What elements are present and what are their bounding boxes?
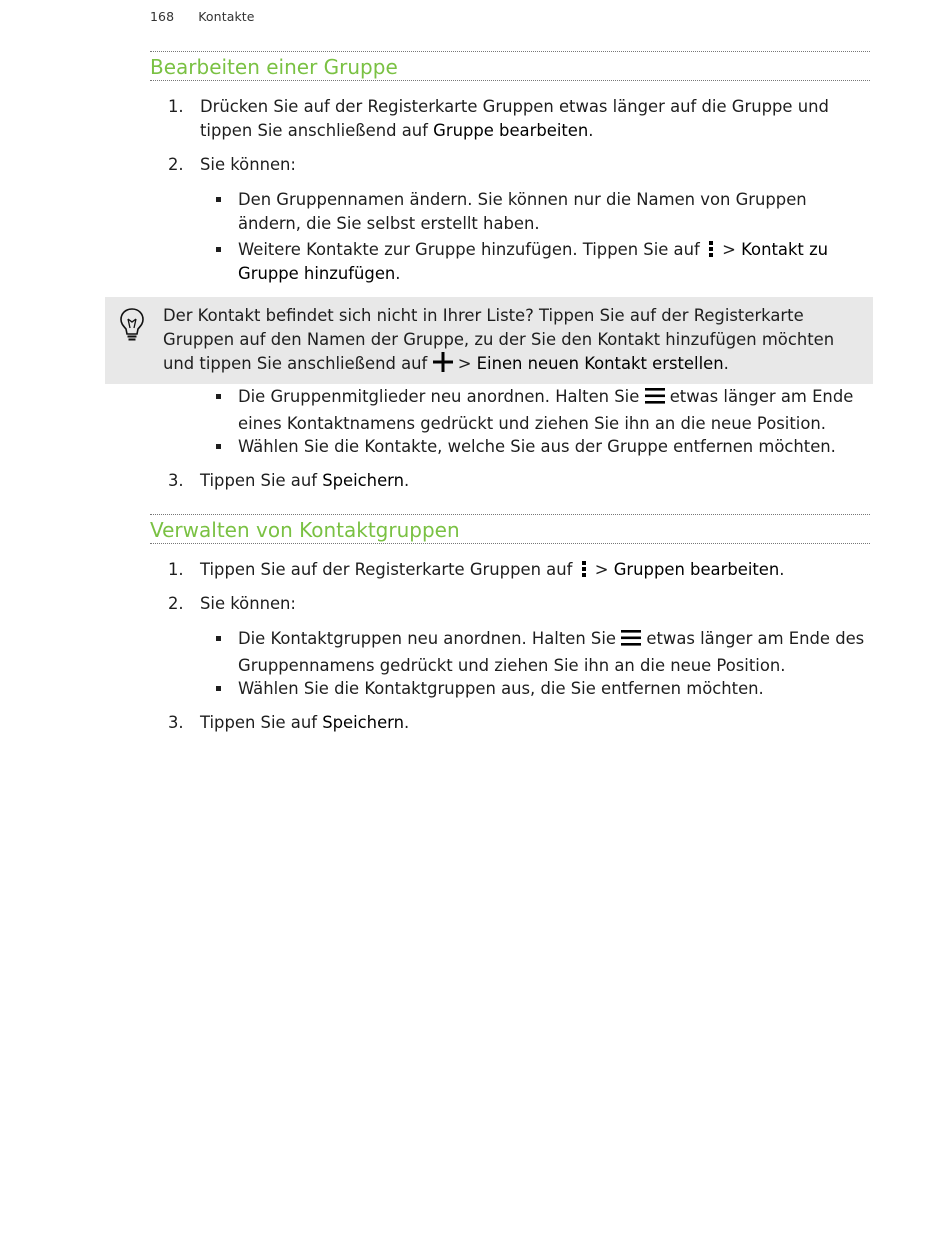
page-header <box>150 9 255 24</box>
page-number: 168 <box>150 9 175 24</box>
bold-term: Kontakt zu Gruppe hinzufügen <box>238 240 829 283</box>
step-number: 2. <box>168 155 184 174</box>
bullet-text: Die Gruppenmitglieder neu anordnen. Halten Sie etwas länger am Ende eines Kontaktnamens gedrückt und ziehen Sie ihn an die neue Position. <box>238 387 854 433</box>
bullet-text: Die Kontaktgruppen neu anordnen. Halten Sie etwas länger am Ende des Gruppennamens gedrückt und ziehen Sie ihn an die neue Position. <box>238 629 865 675</box>
bold-term: Gruppen bearbeiten <box>613 560 780 579</box>
bullet-marker <box>216 247 221 252</box>
bullet-text: Wählen Sie die Kontakte, welche Sie aus der Gruppe entfernen möchten. <box>238 437 836 456</box>
tip-box <box>105 297 873 384</box>
step-number: 1. <box>168 97 184 116</box>
step-number: 3. <box>168 713 184 732</box>
bold-term: Einen neuen Kontakt erstellen <box>476 354 724 373</box>
step-text: Tippen Sie auf der Registerkarte Gruppen auf > Gruppen bearbeiten. <box>200 560 785 579</box>
step-text: Drücken Sie auf der Registerkarte Gruppen etwas länger auf die Gruppe und tippen Sie anschließend auf Gruppe bearbeiten. <box>200 97 829 140</box>
bullet-marker <box>216 197 221 202</box>
drag-handle-icon <box>645 387 665 412</box>
bold-term: Gruppe bearbeiten <box>433 121 589 140</box>
step-number: 1. <box>168 560 184 579</box>
bold-term: Speichern <box>322 713 404 732</box>
bold-term: Speichern <box>322 471 404 490</box>
step-number: 3. <box>168 471 184 490</box>
vertical-dots-menu-icon <box>582 561 586 579</box>
section-heading-edit-group: Bearbeiten einer Gruppe <box>150 51 870 81</box>
bullet-marker <box>216 394 221 399</box>
section-heading-manage-groups: Verwalten von Kontaktgruppen <box>150 514 870 544</box>
bullet-text: Den Gruppennamen ändern. Sie können nur die Namen von Gruppen ändern, die Sie selbst erstellt haben. <box>238 190 807 233</box>
step-number: 2. <box>168 594 184 613</box>
lightbulb-icon <box>119 307 145 347</box>
bullet-text: Wählen Sie die Kontaktgruppen aus, die Sie entfernen möchten. <box>238 679 764 698</box>
step-text: Tippen Sie auf Speichern. <box>200 713 410 732</box>
plus-icon <box>433 352 453 379</box>
chapter-title: Kontakte <box>198 9 255 24</box>
bullet-marker <box>216 686 221 691</box>
tip-text: Der Kontakt befindet sich nicht in Ihrer Liste? Tippen Sie auf der Registerkarte Gruppen auf den Namen der Gruppe, zu der Sie den Kontakt hinzufügen möchten und tippen Sie anschließend auf > Einen neuen Kontakt erstellen. <box>163 304 865 379</box>
bullet-marker <box>216 636 221 641</box>
step-text: Sie können: <box>200 594 296 613</box>
bullet-marker <box>216 444 221 449</box>
bullet-text: Weitere Kontakte zur Gruppe hinzufügen. Tippen Sie auf > Kontakt zu Gruppe hinzufügen. <box>238 240 829 283</box>
step-text: Sie können: <box>200 155 296 174</box>
step-text: Tippen Sie auf Speichern. <box>200 471 410 490</box>
drag-handle-icon <box>621 629 641 654</box>
vertical-dots-menu-icon <box>709 241 713 259</box>
